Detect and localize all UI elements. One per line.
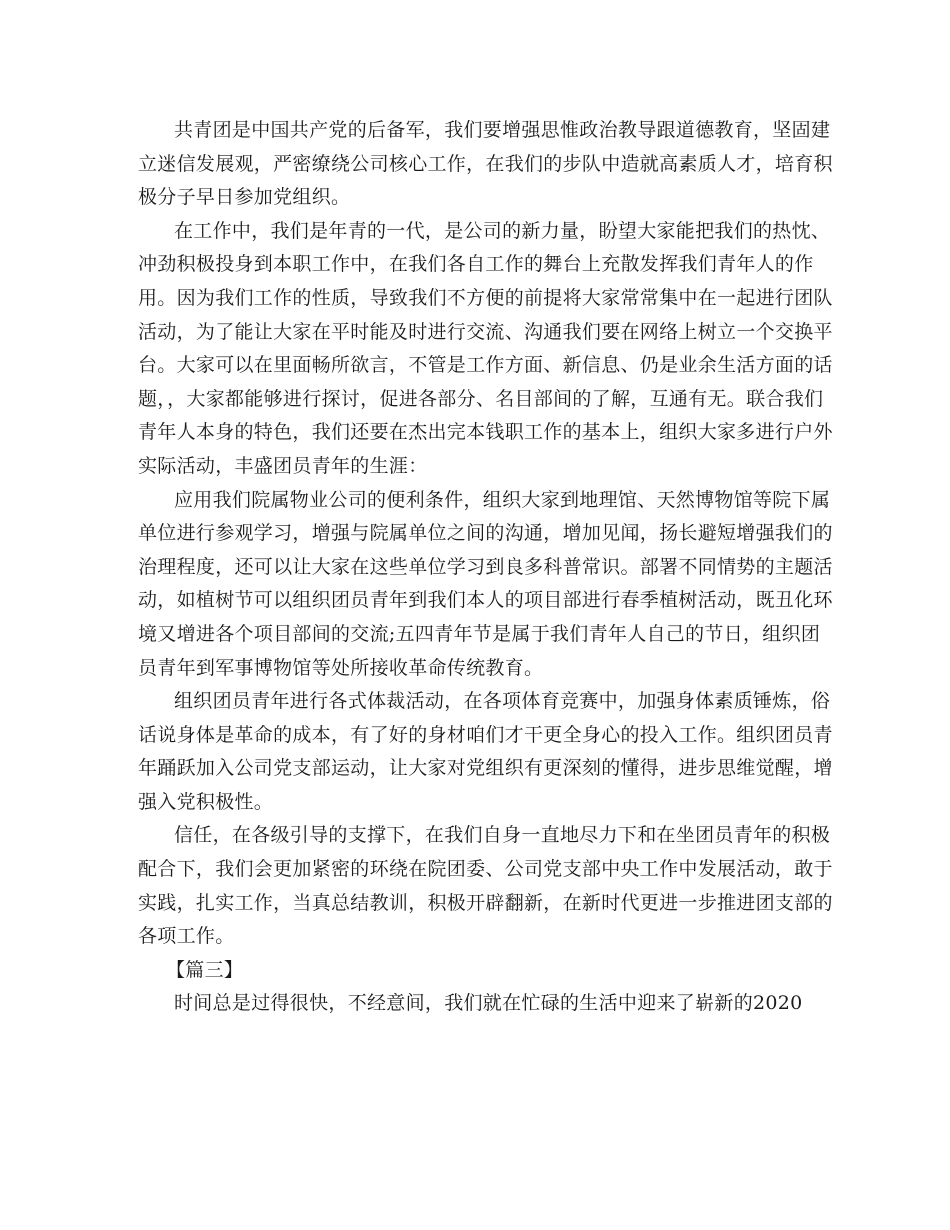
text-line: 共青团是中国共产党的后备军，我们要增强思惟政治教导跟道德教育，坚固建 — [174, 119, 831, 141]
text-line: 立迷信发展观，严密缭绕公司核心工作，在我们的步队中造就高素质人才，培育积 — [138, 152, 833, 175]
text-line: 应用我们院属物业公司的便利条件，组织大家到地理馆、天然博物馆等院下属 — [174, 488, 831, 511]
text-line: 实践，扎实工作，当真总结教训，积极开辟翻新，在新时代更进一步推进团支部的 — [138, 891, 833, 914]
text-line: 台。大家可以在里面畅所欲言，不管是工作方面、新信息、仍是业余生活方面的话 — [138, 354, 833, 377]
text-line: 治理程度，还可以让大家在这些单位学习到良多科普常识。部署不同情势的主题活 — [138, 555, 833, 578]
text-line: 年踊跃加入公司党支部运动，让大家对党组织有更深刻的懂得，进步思维觉醒，增 — [138, 757, 833, 780]
text-line: 强入党积极性。 — [138, 790, 274, 813]
text-line: 信任，在各级引导的支撑下，在我们自身一直地尽力下和在坐团员青年的积极 — [174, 824, 831, 847]
text-line: 冲劲积极投身到本职工作中，在我们各自工作的舞台上充散发挥我们青年人的作 — [138, 253, 814, 276]
text-line: 配合下，我们会更加紧密的环绕在院团委、公司党支部中央工作中发展活动，敢于 — [138, 858, 833, 881]
text-line: 活动，为了能让大家在平时能及时进行交流、沟通我们要在网络上树立一个交换平 — [138, 320, 833, 343]
text-line: 员青年到军事博物馆等处所接收革命传统教育。 — [138, 656, 544, 679]
text-line: 青年人本身的特色，我们还要在杰出完本钱职工作的基本上，组织大家多进行户外 — [138, 421, 833, 444]
text-line: 动，如植树节可以组织团员青年到我们本人的项目部进行春季植树活动，既丑化环 — [138, 589, 833, 612]
text-line: 实际活动，丰盛团员青年的生涯： — [138, 454, 428, 477]
text-line: 在工作中，我们是年青的一代，是公司的新力量，盼望大家能把我们的热忱、 — [174, 219, 831, 242]
text-line: 用。因为我们工作的性质，导致我们不方便的前提将大家常常集中在一起进行团队 — [138, 286, 833, 309]
text-line: 单位进行参观学习，增强与院属单位之间的沟通，增加见闻，扬长避短增强我们的 — [138, 522, 833, 545]
text-line: 话说身体是革命的成本，有了好的身材咱们才干更全身心的投入工作。组织团员青 — [138, 723, 833, 746]
text-line: 极分子早日参加党组织。 — [138, 186, 351, 209]
text-line: 组织团员青年进行各式体裁活动，在各项体育竞赛中，加强身体素质锤炼，俗 — [174, 690, 831, 713]
text-line: 题，，大家都能够进行探讨，促进各部分、名目部间的了解，互通有无。联合我们 — [138, 387, 824, 410]
document-body — [138, 114, 833, 1021]
text-line: 境又增进各个项目部间的交流;五四青年节是属于我们青年人自己的节日，组织团 — [138, 622, 821, 645]
section-heading: 【篇三】 — [166, 958, 244, 981]
text-line: 各项工作。 — [138, 925, 235, 948]
text-line: 时间总是过得很快，不经意间，我们就在忙碌的生活中迎来了崭新的2020 — [174, 992, 803, 1015]
